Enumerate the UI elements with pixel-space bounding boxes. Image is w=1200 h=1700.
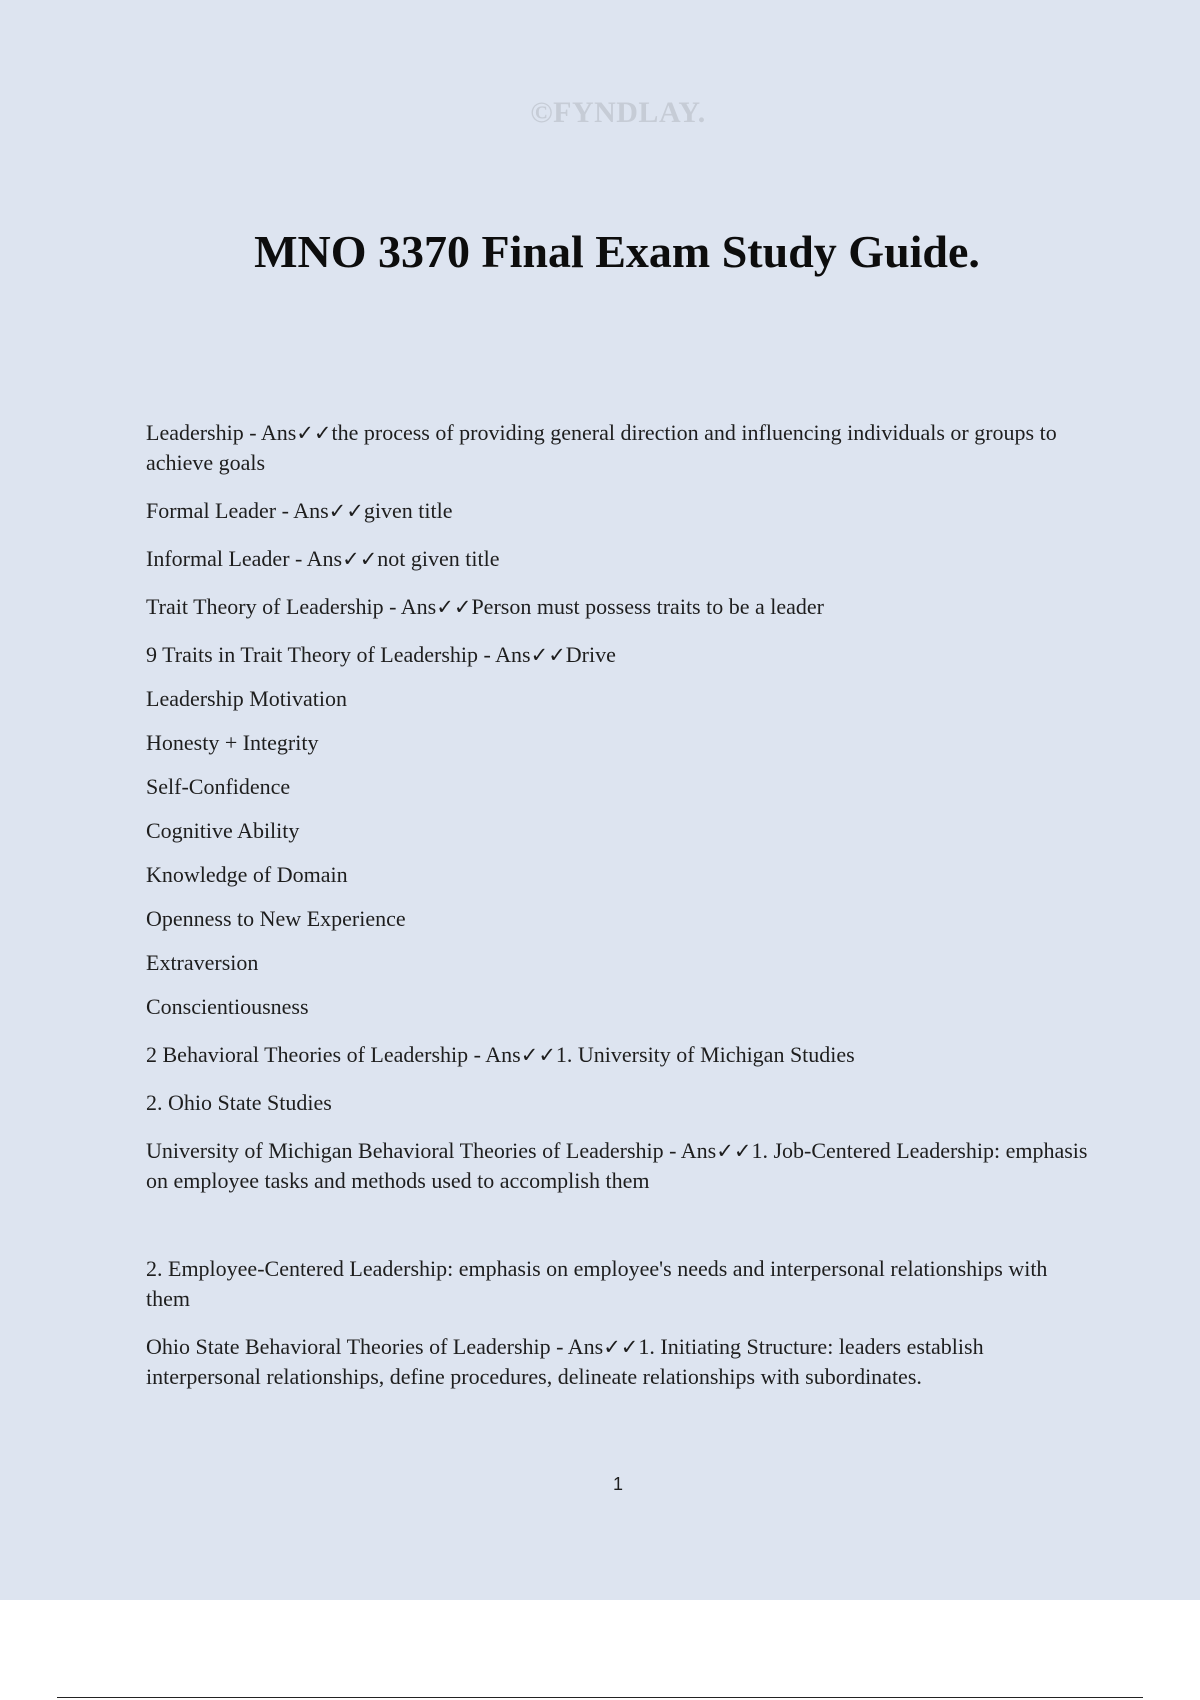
checkmark-icon: ✓✓ bbox=[296, 421, 332, 445]
entry-informal-leader bbox=[146, 544, 1096, 574]
entry-answer: given title bbox=[363, 498, 453, 523]
trait-item: Honesty + Integrity bbox=[146, 730, 319, 755]
entry-trait-theory bbox=[146, 592, 1096, 622]
entry-term: Leadership - Ans bbox=[146, 420, 297, 445]
entry-answer: 1. Job-Centered Leadership: emphasis on employee tasks and methods used to accomplish them bbox=[146, 1138, 1088, 1193]
entry-michigan-studies bbox=[146, 1136, 1096, 1196]
entry-ohio-state-studies bbox=[146, 1332, 1096, 1392]
trait-item: Self-Confidence bbox=[146, 774, 291, 799]
entry-term: Informal Leader - Ans bbox=[146, 546, 343, 571]
trait-item: Extraversion bbox=[146, 950, 259, 975]
entry-term: Ohio State Behavioral Theories of Leadership - Ans bbox=[146, 1334, 604, 1359]
checkmark-icon: ✓✓ bbox=[603, 1335, 639, 1359]
entry-term: 9 Traits in Trait Theory of Leadership - Ans bbox=[146, 642, 531, 667]
study-guide-content bbox=[146, 418, 1096, 1410]
checkmark-icon: ✓✓ bbox=[328, 499, 364, 523]
checkmark-icon: ✓✓ bbox=[520, 1043, 556, 1067]
watermark: ©FYNDLAY. bbox=[530, 96, 706, 129]
entry-behavioral-theories bbox=[146, 1040, 1096, 1070]
entry-answer: 1. University of Michigan Studies bbox=[555, 1042, 855, 1067]
entry-answer: 1. Initiating Structure: leaders establish interpersonal relationships, define procedures, delineate relationships with subordinates. bbox=[146, 1334, 984, 1389]
checkmark-icon: ✓✓ bbox=[342, 547, 378, 571]
entry-term: Trait Theory of Leadership - Ans bbox=[146, 594, 437, 619]
entry-leadership bbox=[146, 418, 1096, 478]
entry-answer: Person must possess traits to be a leader bbox=[471, 594, 824, 619]
trait-item: Leadership Motivation bbox=[146, 686, 348, 711]
trait-item: Knowledge of Domain bbox=[146, 862, 348, 887]
trait-item: Cognitive Ability bbox=[146, 818, 300, 843]
list-item: 2. Ohio State Studies bbox=[146, 1090, 332, 1115]
checkmark-icon: ✓✓ bbox=[436, 595, 472, 619]
checkmark-icon: ✓✓ bbox=[530, 643, 566, 667]
entry-answer: the process of providing general direction and influencing individuals or groups to achieve goals bbox=[146, 420, 1057, 475]
page-title: MNO 3370 Final Exam Study Guide. bbox=[254, 226, 980, 277]
entry-term: Formal Leader - Ans bbox=[146, 498, 329, 523]
page-number: 1 bbox=[612, 1474, 623, 1494]
entry-answer: not given title bbox=[377, 546, 500, 571]
entry-nine-traits bbox=[146, 640, 1096, 670]
entry-answer: Drive bbox=[565, 642, 616, 667]
bottom-divider bbox=[57, 1697, 1143, 1698]
checkmark-icon: ✓✓ bbox=[716, 1139, 752, 1163]
trait-item: Openness to New Experience bbox=[146, 906, 406, 931]
list-item: 2. Employee-Centered Leadership: emphasis on employee's needs and interpersonal relationships with them bbox=[146, 1256, 1048, 1311]
trait-item: Conscientiousness bbox=[146, 994, 309, 1019]
entry-term: University of Michigan Behavioral Theories of Leadership - Ans bbox=[146, 1138, 717, 1163]
entry-formal-leader bbox=[146, 496, 1096, 526]
entry-term: 2 Behavioral Theories of Leadership - Ans bbox=[146, 1042, 521, 1067]
